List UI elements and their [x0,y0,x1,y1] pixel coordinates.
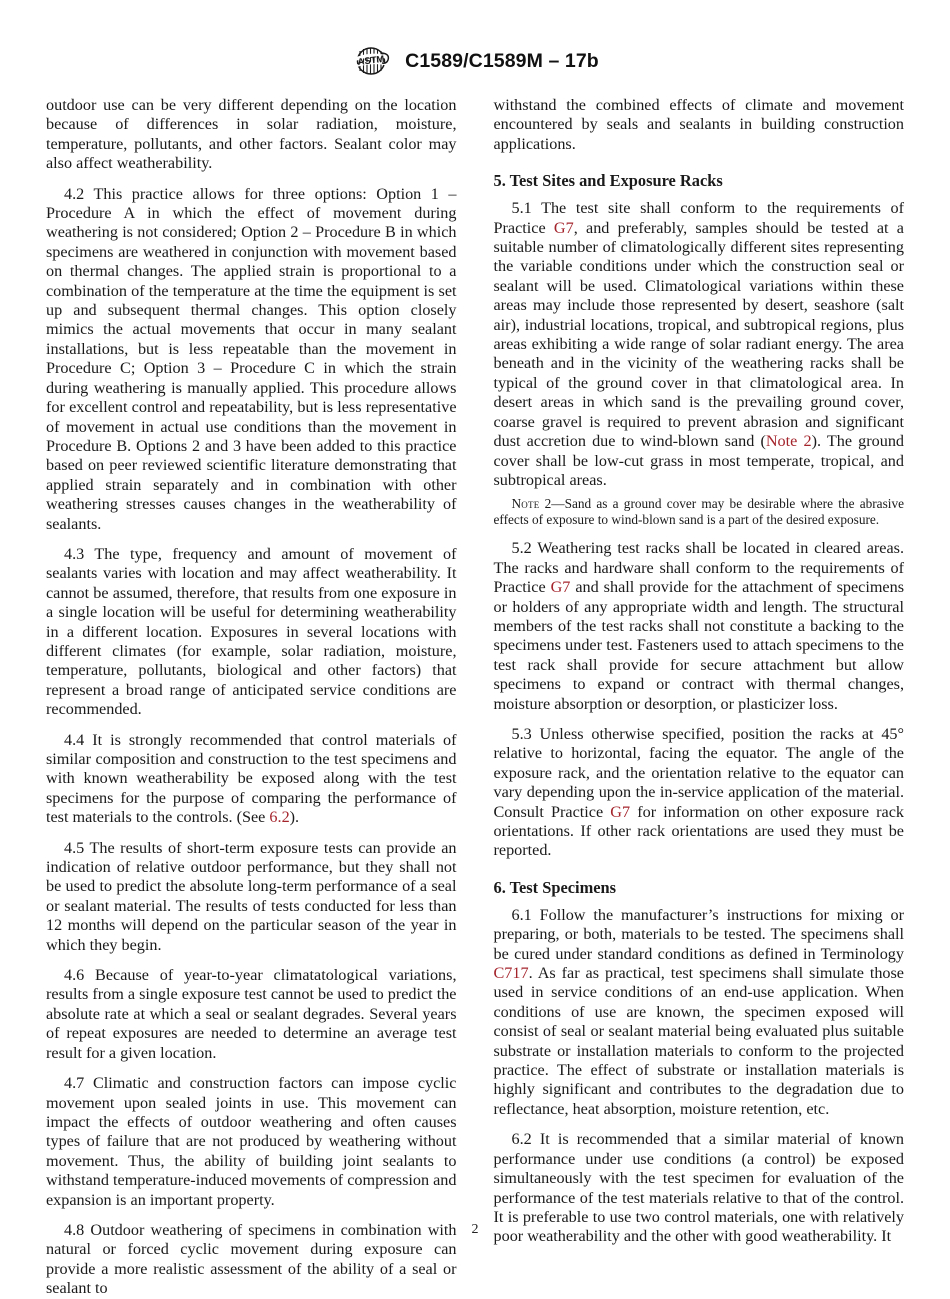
page-header [0,46,950,76]
paragraph-5-3 [494,725,905,861]
paragraph-4-6: 4.6 Because of year-to-year climatatological variations, results from a single exposure test cannot be used to predict the absolute rate at which a seal or sealant degrades. Several years of repeat exposures are needed to determine an average test result for a given location. [46,966,457,1062]
note-2-label: Note [511,496,540,512]
two-column-body [46,96,904,1299]
paragraph-6-1 [494,906,905,1119]
paragraph-5-3-text-a: 5.3 Unless otherwise specified, position the racks at 45° relative to horizontal, facing the equator. The angle of the exposure rack, and the orientation relative to the equator can vary depending upon the in-service application of the material. Consult Practice [493,724,904,821]
paragraph-4-5: 4.5 The results of short-term exposure tests can provide an indication of relative outdoor performance, but they shall not be used to predict the absolute long-term performance of a seal or sealant material. The results of tests conducted for less than 12 months will depend on the particular season of the year in which they begin. [46,838,457,954]
paragraph-4-8: 4.8 Outdoor weathering of specimens in combination with natural or forced cyclic movement during exposure can provide a more realistic assessment of the ability of a seal or sealant to [46,1220,457,1298]
paragraph-4-4-text-before: 4.4 It is strongly recommended that control materials of similar composition and construction to the test specimens and with known weatherability be exposed along with the test specimens for the purpose of comparing the performance of test materials to the controls. (See [46,730,457,827]
xref-link-g7-c[interactable]: G7 [610,802,631,821]
section-heading-6: 6. Test Specimens [493,877,616,897]
xref-link-6-2[interactable]: 6.2 [269,808,290,827]
paragraph-5-2 [494,539,905,714]
paragraph-5-1-text-c: ). The ground cover shall be low-cut grass in most temperate, tropical, and subtropical areas. [493,432,905,489]
paragraph-6-1-text-b: . As far as practical, test specimens shall simulate those used in service conditions of an end-use application. When conditions of use are known, the specimen exposed will consist of seal or sealant material being evaluated plus suitable substrate or installation materials to conform to the projected practice. The effect of substrate or installation materials is highly significant and contributes to the degradation due to reflectance, heat absorption, moisture retention, etc. [493,964,904,1118]
svg-text:ASTM: ASTM [357,53,386,69]
paragraph-4-2: 4.2 This practice allows for three options: Option 1 – Procedure A in which the effect of movement during weathering is not considered; Option 2 – Procedure B in which specimens are weathered in conjunction with movement based on thermal changes. The applied strain is proportional to a combination of the temperature at the time the equipment is set up and subsequent thermal changes. This option closely mimics the actual movements that occur in many sealant installations, but is less repeatable than the movement in Procedure C; Option 3 – Procedure C in which the strain during weathering is manually applied. This procedure allows for excellent control and repeatability, but is less representative of movement in actual use conditions than the movement in Procedure B. Options 2 and 3 have been added to this practice based on peer reviewed scientific literature demonstrating that applied strain separately and in combination with other weathering stresses causes changes in the weatherability of sealants. [46,184,457,533]
xref-link-c717[interactable]: C717 [493,964,529,983]
paragraph-5-1-text-b: , and preferably, samples should be tested at a suitable number of climatologically different sites representing the variable conditions under which the construction seal or sealant will be used. Climatological variations within these areas may include those represented by desert, seashore (salt air), industrial locations, tropical, and subtropical regions, plus areas exhibiting a wide range of solar radiant energy. The area beneath and in the vicinity of the weathering racks shall be typical of the ground cover in that climatological area. In desert areas in which sand is the prevailing ground cover, coarse gravel is required to prevent abrasion and significant dust accretion due to wind-blown sand ( [493,218,904,451]
right-column [494,96,905,1299]
paragraph-5-3-text-b: for information on other exposure rack orientations. If other rack orientations are used they must be reported. [493,802,904,860]
paragraph-4-4-text-after: ). [289,808,300,827]
paragraph-6-2: 6.2 It is recommended that a similar material of known performance under use conditions (a control) be exposed simultaneously with the test specimen for evaluation of the performance of the test materials relative to that of the control. It is preferable to use two control materials, one with relatively poor weatherability and the other with good weatherability. It [493,1130,904,1246]
paragraph-carryover-4-8: withstand the combined effects of climate and movement encountered by seals and sealants in building construction applications. [493,96,904,153]
section-heading-5: 5. Test Sites and Exposure Racks [493,171,723,191]
paragraph-5-1 [494,199,905,490]
xref-link-note-2[interactable]: Note 2 [765,432,812,451]
xref-link-g7-a[interactable]: G7 [553,218,574,237]
paragraph-5-2-text-a: 5.2 Weathering test racks shall be located in cleared areas. The racks and hardware shall conform to the requirements of Practice [493,539,904,597]
astm-logo-icon [351,46,395,76]
paragraph-carryover-4-1: outdoor use can be very different depending on the location because of differences in solar radiation, moisture, temperature, pollutants, and other factors. Sealant color may also affect weatherability. [46,96,457,173]
paragraph-4-3: 4.3 The type, frequency and amount of movement of sealants varies with location and may affect weatherability. It cannot be assumed, therefore, that results from one exposure in a single location will be useful for determining weatherability in a different location. Exposures in several locations with different climates (for example, solar radiation, moisture, temperature, pollutants, biological and other factors) that represent a broad range of anticipated service conditions are recommended. [46,544,457,719]
paragraph-5-2-text-b: and shall provide for the attachment of specimens or holders of any appropriate width and length. The structural members of the test racks shall not constitute a backing to the specimens under test. Fasteners used to attach specimens to the test rack shall provide for secure attachment but allow specimens to expand or contract with thermal changes, moisture absorption or desorption, or plasticizer loss. [493,578,904,713]
note-2 [494,496,905,528]
page-footer [0,1222,950,1238]
note-2-text: 2—Sand as a ground cover may be desirable where the abrasive effects of exposure to wind-blown sand is a part of the desired exposure. [493,496,904,528]
left-column [46,96,457,1299]
paragraph-6-1-text-a: 6.1 Follow the manufacturer’s instructions for mixing or preparing, or both, materials to be tested. The specimens shall be cured under standard conditions as defined in Terminology [493,905,904,963]
paragraph-4-4 [46,731,457,828]
document-designation: C1589/C1589M – 17b [405,49,599,72]
paragraph-4-7: 4.7 Climatic and construction factors can impose cyclic movement upon sealed joints in use. This movement can impact the effects of outdoor weathering and often causes types of failure that are not produced by weathering without movement. Thus, the ability of building joint sealants to withstand temperature-induced movements of compression and expansion is an important property. [46,1074,457,1209]
page-number: 2 [471,1222,479,1237]
paragraph-5-1-text-a: 5.1 The test site shall conform to the requirements of Practice [493,199,904,237]
xref-link-g7-b[interactable]: G7 [550,578,571,597]
